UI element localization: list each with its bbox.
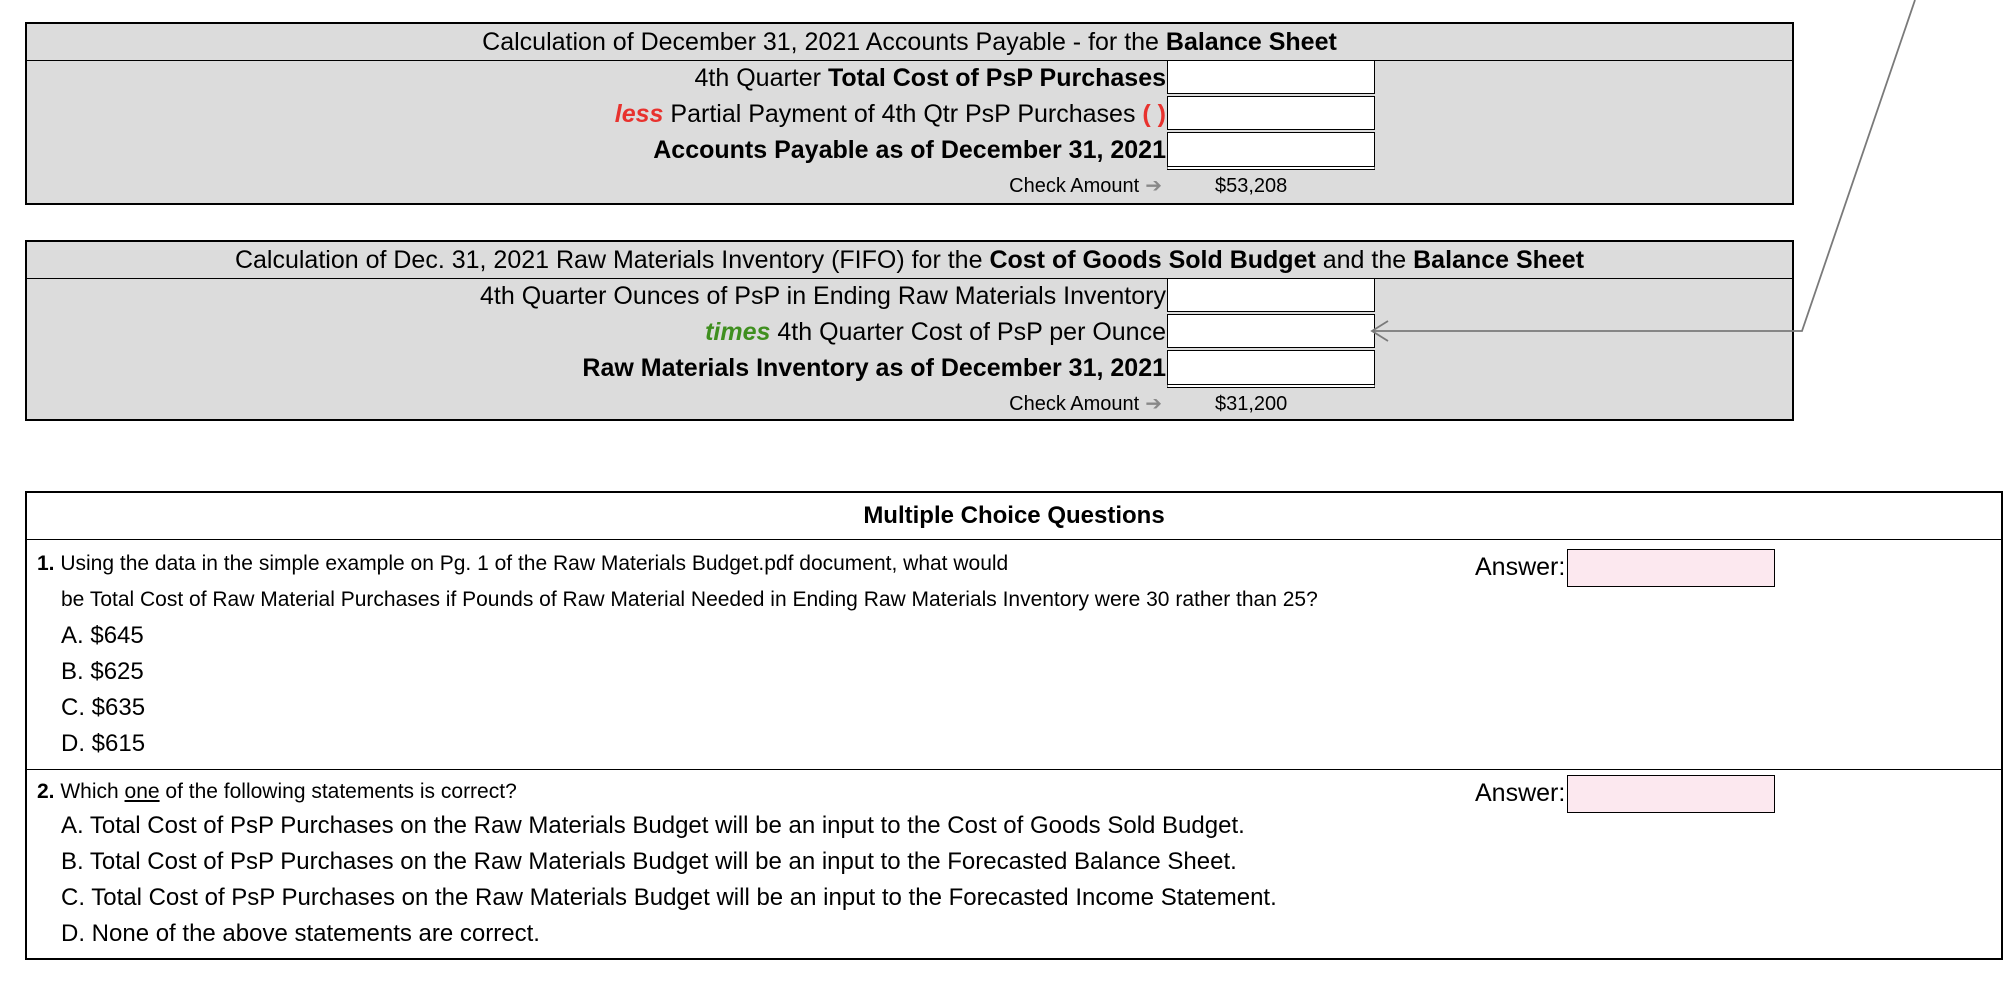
right-arrow-icon: ➔ [1145,175,1162,197]
question-1-text-line-2: be Total Cost of Raw Material Purchases if Pounds of Raw Material Needed in Ending Raw Materials Inventory were 30 rather than 25? [61,588,1318,611]
ap-check-amount-label: Check Amount ➔ [1009,175,1162,197]
question-2-answer-input[interactable] [1567,775,1775,813]
raw-materials-title: Calculation of Dec. 31, 2021 Raw Materials Inventory (FIFO) for the Cost of Goods Sold Budget and the Balance Sheet [27,242,1792,279]
rm-check-amount-label: Check Amount ➔ [1009,393,1162,415]
rm-row-ounces-label: 4th Quarter Ounces of PsP in Ending Raw Materials Inventory [480,282,1166,310]
question-1-answer-label: Answer: [1475,553,1566,581]
question-1-text-line-1: 1. Using the data in the simple example on Pg. 1 of the Raw Materials Budget.pdf document, what would [37,552,1009,575]
rm-row-inventory-label: Raw Materials Inventory as of December 31, 2021 [582,354,1166,382]
question-2-option-a: A. Total Cost of PsP Purchases on the Raw Materials Budget will be an input to the Cost of Goods Sold Budget. [61,812,1245,839]
question-1-option-c: C. $635 [61,694,146,721]
question-2-answer-label: Answer: [1475,779,1566,807]
question-1-answer-input[interactable] [1567,549,1775,587]
ap-check-amount-value: $53,208 [1215,175,1288,197]
accounts-payable-title: Calculation of December 31, 2021 Accounts Payable - for the Balance Sheet [27,24,1792,61]
ap-row-total-cost-label: 4th Quarter Total Cost of PsP Purchases [694,64,1166,92]
question-1-option-a: A. $645 [61,622,144,649]
question-2-option-c: C. Total Cost of PsP Purchases on the Raw Materials Budget will be an input to the Forecasted Income Statement. [61,884,1277,911]
multiple-choice-panel [25,491,2003,960]
rm-check-amount-value: $31,200 [1215,393,1288,415]
question-2-option-d: D. None of the above statements are correct. [61,920,540,947]
question-1 [27,539,2001,770]
ap-row-partial-payment-label: less Partial Payment of 4th Qtr PsP Purchases ( ) [614,100,1166,128]
ap-row-accounts-payable-label: Accounts Payable as of December 31, 2021 [653,136,1166,164]
right-arrow-icon: ➔ [1145,393,1162,415]
question-2-text: 2. Which one of the following statements is correct? [37,780,517,803]
question-1-option-d: D. $615 [61,730,146,757]
question-2-option-b: B. Total Cost of PsP Purchases on the Raw Materials Budget will be an input to the Forecasted Balance Sheet. [61,848,1237,875]
question-2 [27,769,2001,958]
multiple-choice-title: Multiple Choice Questions [27,493,2001,540]
rm-row-cost-per-ounce-label: times 4th Quarter Cost of PsP per Ounce [705,318,1166,346]
question-1-option-b: B. $625 [61,658,144,685]
